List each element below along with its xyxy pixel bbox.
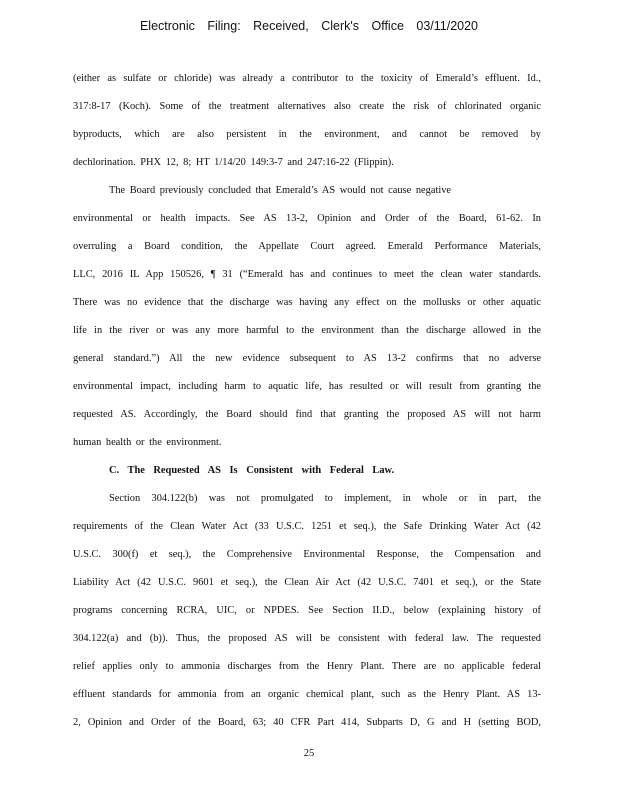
section-heading: C. The Requested AS Is Consistent with Federal Law. [109,465,395,476]
text-line: life in the river or was any more harmful to the environment than the discharge allowed in the [73,325,541,336]
text-line: 304.122(a) and (b)). Thus, the proposed AS will be consistent with federal law. The requested [73,633,541,644]
text-line: human health or the environment. [73,437,222,448]
text-line: requirements of the Clean Water Act (33 U.S.C. 1251 et seq.), the Safe Drinking Water Act (42 [73,521,541,532]
filing-header: Electronic Filing: Received, Clerk's Office 03/11/2020 [139,19,479,33]
text-line: Liability Act (42 U.S.C. 9601 et seq.), the Clean Air Act (42 U.S.C. 7401 et seq.), or the State [73,577,541,588]
text-line: environmental impact, including harm to aquatic life, has resulted or will result from granting the [73,381,541,392]
text-line: LLC, 2016 IL App 150526, ¶ 31 (“Emerald has and continues to meet the clean water standards. [73,269,541,280]
text-line: environmental or health impacts. See AS 13-2, Opinion and Order of the Board, 61-62. In [73,213,541,224]
text-line: effluent standards for ammonia from an organic chemical plant, such as the Henry Plant. AS 13- [73,689,541,700]
text-line: Section 304.122(b) was not promulgated to implement, in whole or in part, the [109,493,541,504]
document-body [73,72,541,744]
text-line: 2, Opinion and Order of the Board, 63; 40 CFR Part 414, Subparts D, G and H (setting BOD, [73,717,541,728]
text-line: overruling a Board condition, the Appellate Court agreed. Emerald Performance Materials, [73,241,541,252]
text-line: The Board previously concluded that Emerald’s AS would not cause negative [109,185,452,196]
text-line: U.S.C. 300(f) et seq.), the Comprehensive Environmental Response, the Compensation and [73,549,541,560]
text-line: 317:8-17 (Koch). Some of the treatment alternatives also create the risk of chlorinated organic [73,101,541,112]
text-line: requested AS. Accordingly, the Board should find that granting the proposed AS will not harm [73,409,541,420]
text-line: programs concerning RCRA, UIC, or NPDES. See Section II.D., below (explaining history of [73,605,541,616]
text-line: There was no evidence that the discharge was having any effect on the mollusks or other aquatic [73,297,541,308]
text-line: byproducts, which are also persistent in the environment, and cannot be removed by [73,129,541,140]
page-number: 25 [303,748,315,759]
text-line: general standard.”) All the new evidence subsequent to AS 13-2 confirms that no adverse [73,353,541,364]
text-line: dechlorination. PHX 12, 8; HT 1/14/20 149:3-7 and 247:16-22 (Flippin). [73,157,394,168]
text-line: relief applies only to ammonia discharges from the Henry Plant. There are no applicable federal [73,661,541,672]
text-line: (either as sulfate or chloride) was already a contributor to the toxicity of Emerald’s effluent. Id., [73,73,541,84]
